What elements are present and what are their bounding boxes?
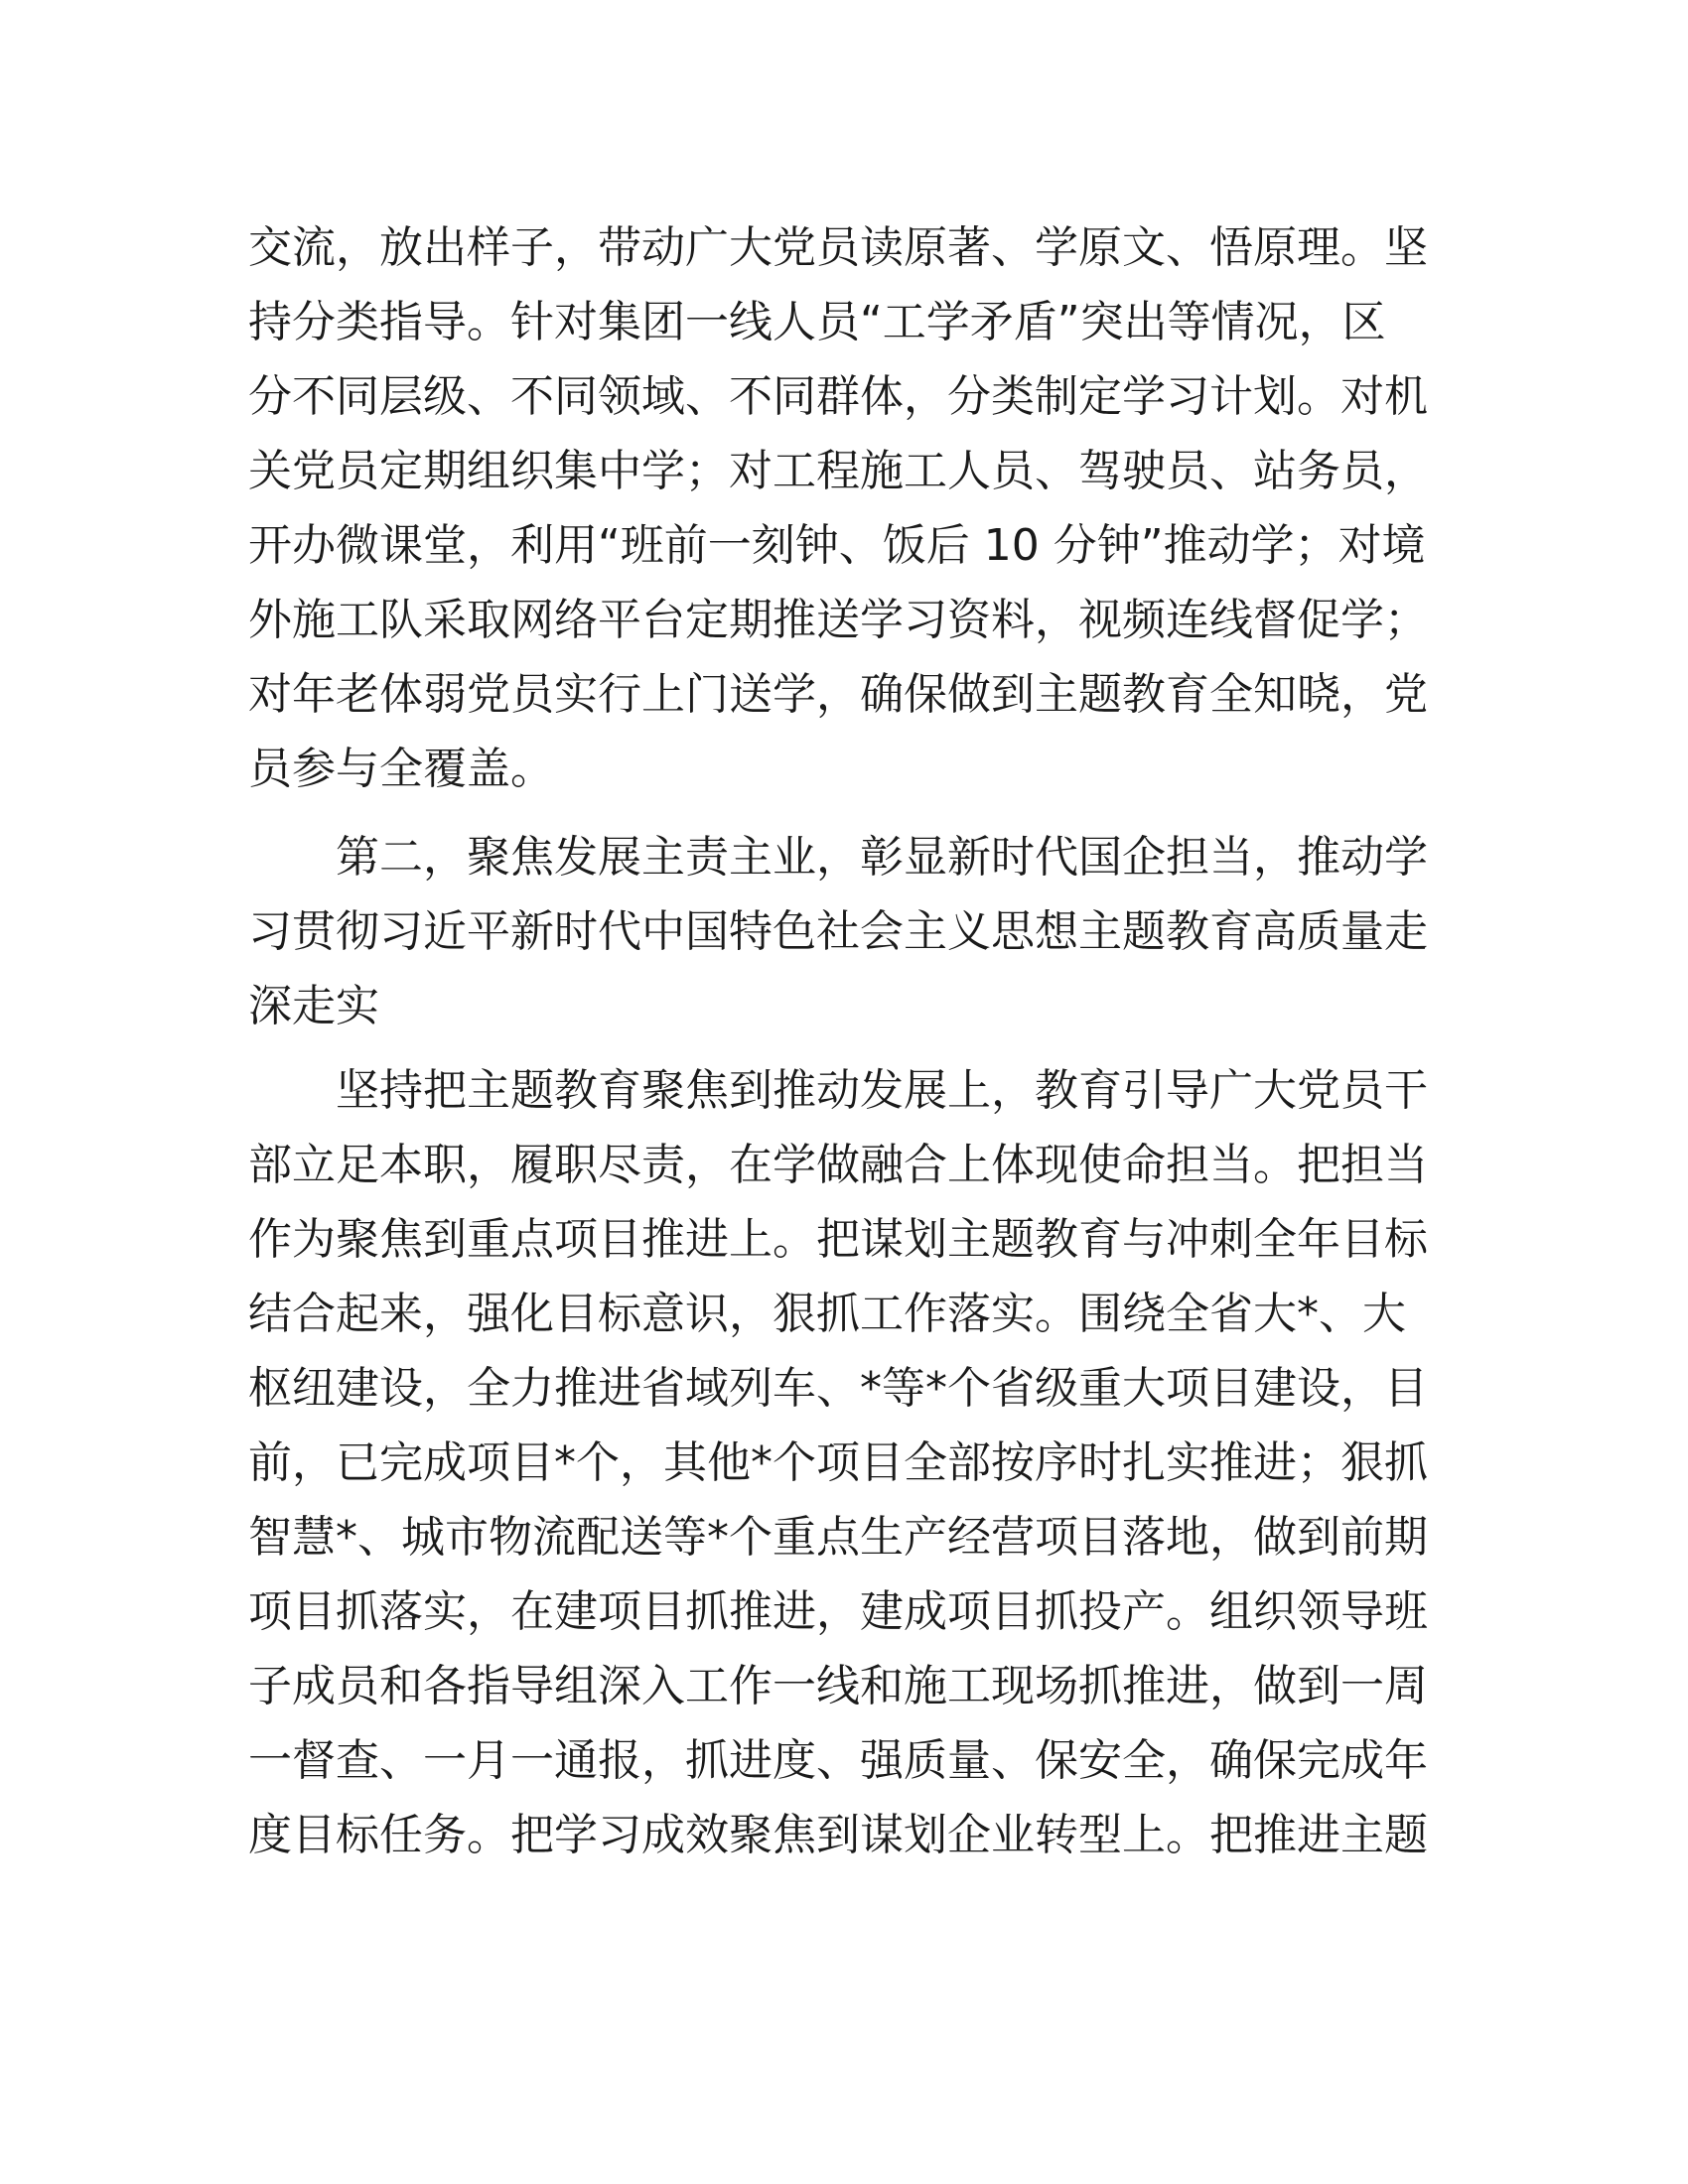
document-body: [248, 210, 1440, 1872]
heading-line: 第二，聚焦发展主责主业，彰显新时代国企担当，推动学: [248, 832, 1428, 883]
text-line: 子成员和各指导组深入工作一线和施工现场抓推进，做到一周: [248, 1661, 1428, 1711]
text-line: 作为聚焦到重点项目推进上。把谋划主题教育与冲刺全年目标: [248, 1214, 1428, 1265]
text-line: 前，已完成项目*个，其他*个项目全部按序时扎实推进；狠抓: [248, 1437, 1428, 1488]
text-line: 对年老体弱党员实行上门送学，确保做到主题教育全知晓，党: [248, 669, 1428, 720]
text-line: 坚持把主题教育聚焦到推动发展上，教育引导广大党员干: [248, 1065, 1428, 1116]
paragraph-development: [248, 1053, 1440, 1872]
heading-line: 习贯彻习近平新时代中国特色社会主义思想主题教育高质量走: [248, 906, 1428, 957]
text-line: 结合起来，强化目标意识，狠抓工作落实。围绕全省大*、大: [248, 1289, 1406, 1339]
text-line: 员参与全覆盖。: [248, 744, 554, 794]
text-line: 度目标任务。把学习成效聚焦到谋划企业转型上。把推进主题: [248, 1810, 1428, 1860]
text-line: 分不同层级、不同领域、不同群体，分类制定学习计划。对机: [248, 371, 1428, 422]
paragraph-spacer: [248, 1043, 1440, 1053]
text-line: 开办微课堂，利用“班前一刻钟、饭后 10 分钟”推动学；对境: [248, 520, 1426, 571]
heading-line: 深走实: [248, 981, 379, 1031]
paragraph-intro-continuation: [248, 210, 1440, 806]
text-line: 项目抓落实，在建项目抓推进，建成项目抓投产。组织领导班: [248, 1586, 1428, 1637]
paragraph-spacer: [248, 806, 1440, 820]
text-line: 交流，放出样子，带动广大党员读原著、学原文、悟原理。坚: [248, 222, 1428, 273]
text-line: 持分类指导。针对集团一线人员“工学矛盾”突出等情况，区: [248, 297, 1386, 347]
text-line: 外施工队采取网络平台定期推送学习资料，视频连线督促学；: [248, 595, 1428, 645]
text-line: 部立足本职，履职尽责，在学做融合上体现使命担当。把担当: [248, 1140, 1428, 1190]
section-heading-second: [248, 820, 1440, 1043]
text-line: 关党员定期组织集中学；对工程施工人员、驾驶员、站务员，: [248, 446, 1428, 496]
text-line: 一督查、一月一通报，抓进度、强质量、保安全，确保完成年: [248, 1735, 1428, 1786]
text-line: 智慧*、城市物流配送等*个重点生产经营项目落地，做到前期: [248, 1512, 1428, 1563]
text-line: 枢纽建设，全力推进省域列车、*等*个省级重大项目建设，目: [248, 1363, 1428, 1414]
